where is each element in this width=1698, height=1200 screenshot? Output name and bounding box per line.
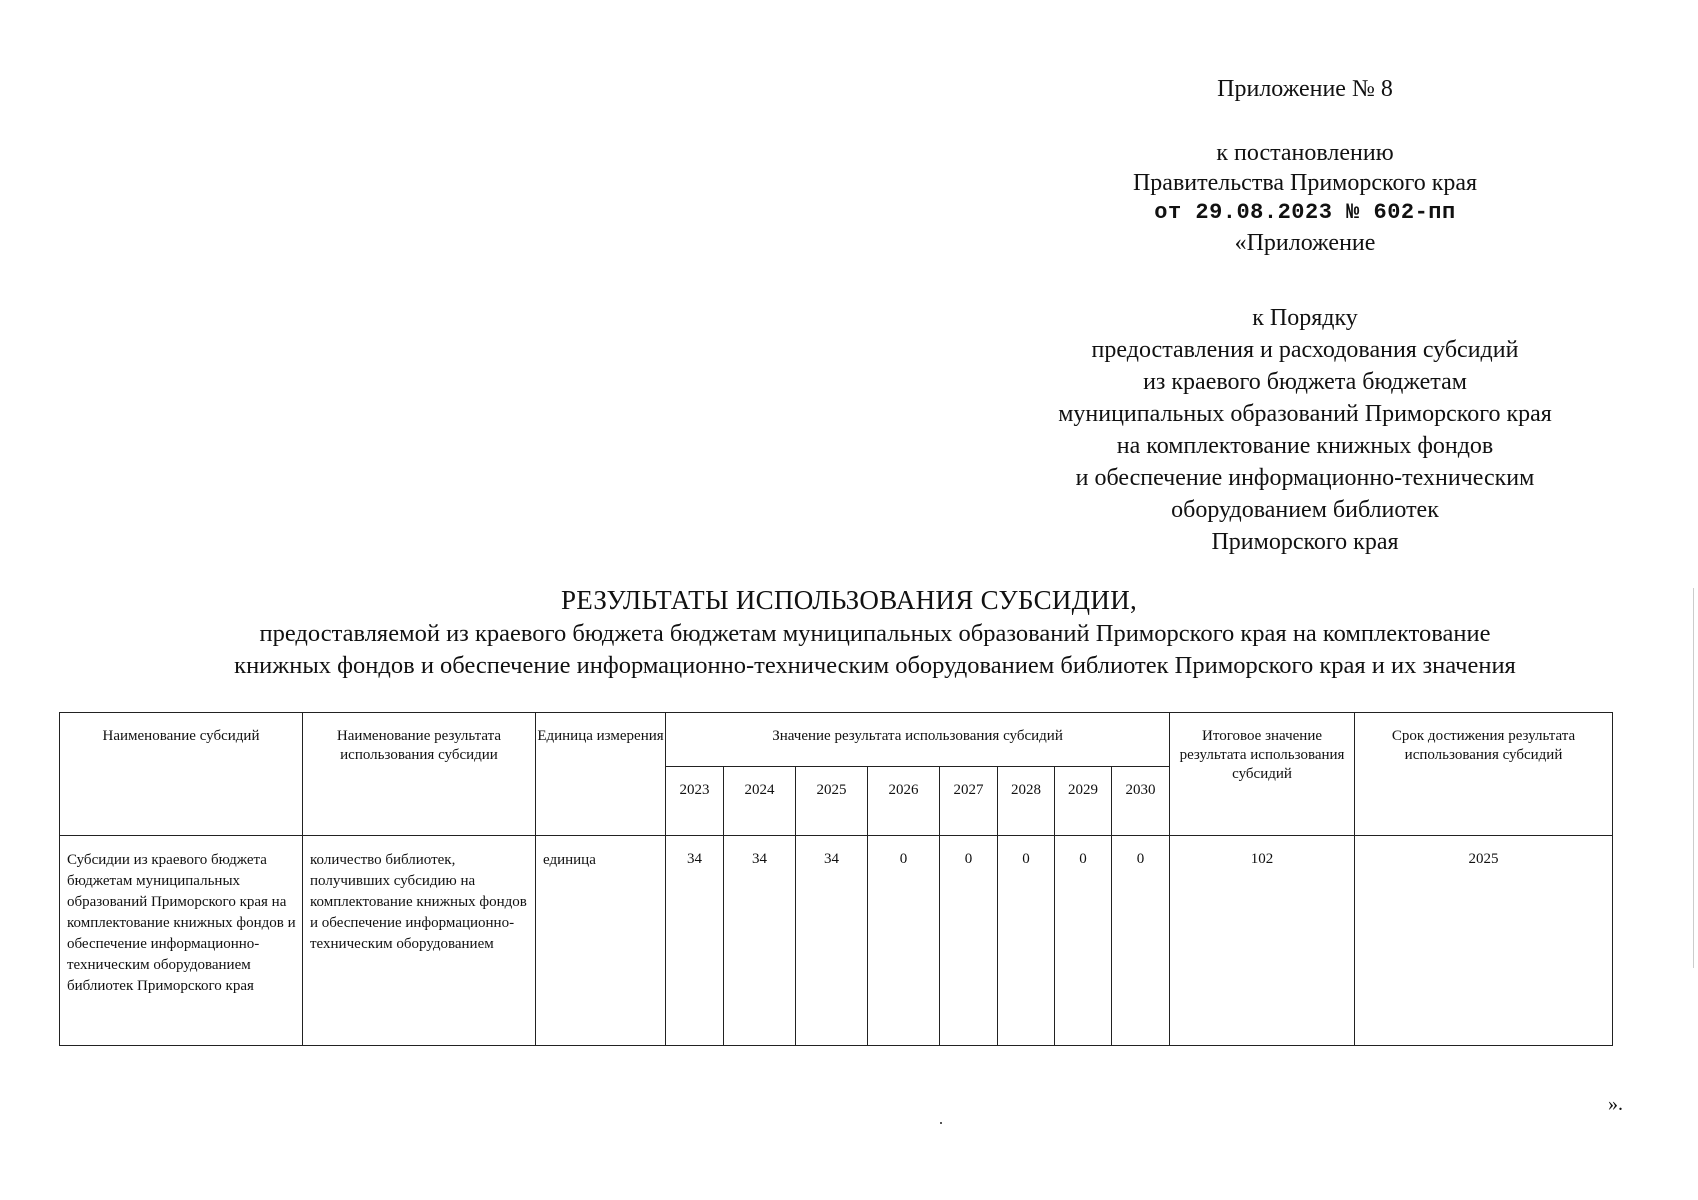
cell-deadline: 2025 — [1355, 836, 1613, 1046]
cell-value: 34 — [796, 836, 868, 1046]
header-subsidy-name: Наименование субсидий — [60, 713, 303, 836]
cell-value: 34 — [724, 836, 796, 1046]
header-deadline: Срок достижения результата использования субсидий — [1355, 713, 1613, 836]
cell-total: 102 — [1170, 836, 1355, 1046]
order-line: к Порядку — [1252, 305, 1358, 331]
cell-result-name: количество библиотек, получивших субсидию на комплектование книжных фондов и обеспечение информационно-техническим оборудованием — [303, 836, 536, 1046]
table-header-row — [60, 713, 1613, 767]
cell-value: 0 — [1055, 836, 1112, 1046]
government-line: Правительства Приморского края — [1132, 170, 1478, 196]
appendix-block — [1090, 138, 1520, 258]
order-line: и обеспечение информационно-техническим — [1075, 465, 1535, 491]
header-unit: Единица измерения — [536, 713, 666, 836]
order-line: на комплектование книжных фондов — [1116, 433, 1494, 459]
header-year: 2024 — [724, 767, 796, 836]
header-year: 2028 — [998, 767, 1055, 836]
header-year: 2026 — [868, 767, 940, 836]
cell-value: 34 — [666, 836, 724, 1046]
resolution-number: от 29.08.2023 № 602-пп — [1154, 200, 1456, 225]
header-result-name: Наименование результата использования субсидии — [303, 713, 536, 836]
cell-subsidy-name: Субсидии из краевого бюджета бюджетам муниципальных образований Приморского края на комплектование книжных фондов и обеспечение информационно-техническим оборудованием библиотек Приморского края — [60, 836, 303, 1046]
order-line: Приморского края — [1211, 529, 1399, 555]
subtitle-line: книжных фондов и обеспечение информационно-техническим оборудованием библиотек Приморского края и их значения — [234, 652, 1516, 679]
header-year: 2030 — [1112, 767, 1170, 836]
subtitle-line: предоставляемой из краевого бюджета бюджетам муниципальных образований Приморского края на комплектование — [259, 620, 1491, 647]
header-year: 2027 — [940, 767, 998, 836]
order-line: муниципальных образований Приморского края — [1058, 401, 1552, 427]
order-line: предоставления и расходования субсидий — [1091, 337, 1519, 363]
header-year: 2025 — [796, 767, 868, 836]
order-line: из краевого бюджета бюджетам — [1143, 369, 1467, 395]
results-table — [59, 712, 1613, 1046]
cell-value: 0 — [940, 836, 998, 1046]
scan-speck — [940, 1122, 942, 1124]
header-values-group: Значение результата использования субсидий — [666, 713, 1170, 767]
cell-unit: единица — [536, 836, 666, 1046]
cell-value: 0 — [1112, 836, 1170, 1046]
header-year: 2029 — [1055, 767, 1112, 836]
closing-quote-mark: ». — [1608, 1093, 1623, 1115]
order-reference — [985, 302, 1625, 558]
table-row — [60, 836, 1613, 1046]
document-subtitle — [110, 618, 1640, 682]
document-title: РЕЗУЛЬТАТЫ ИСПОЛЬЗОВАНИЯ СУБСИДИИ, — [560, 585, 1138, 615]
scan-edge-line — [1693, 588, 1694, 968]
cell-value: 0 — [868, 836, 940, 1046]
appendix-title: Приложение № 8 — [1217, 76, 1393, 102]
header-total: Итоговое значение результата использования субсидий — [1170, 713, 1355, 836]
order-line: оборудованием библиотек — [1171, 497, 1439, 523]
header-year: 2023 — [666, 767, 724, 836]
to-resolution-line: к постановлению — [1216, 140, 1394, 166]
cell-value: 0 — [998, 836, 1055, 1046]
quoted-appendix-line: «Приложение — [1234, 230, 1376, 256]
